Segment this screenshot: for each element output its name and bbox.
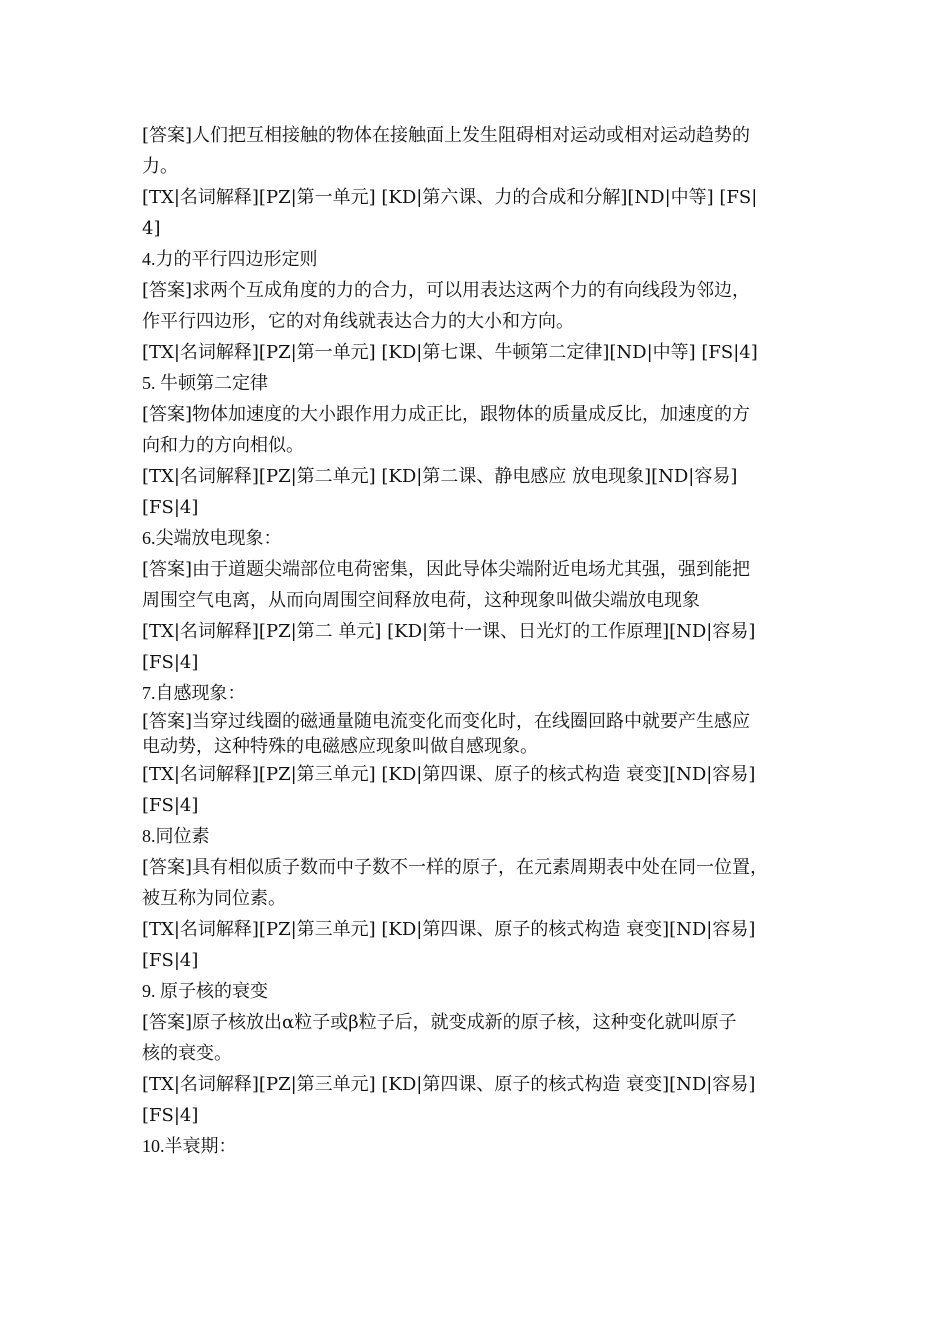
meta-line: [FS|4] <box>142 652 199 673</box>
term-heading: 9. 原子核的衰变 <box>142 981 268 1001</box>
meta-line: [FS|4] <box>142 795 199 816</box>
meta-line: [FS|4] <box>142 950 199 971</box>
meta-line: [TX|名词解释][PZ|第三单元] [KD|第四课、原子的核式构造 衰变][ND|容易] <box>142 1074 756 1095</box>
answer-line: 被互称为同位素。 <box>142 888 286 909</box>
answer-line: [答案]人们把互相接触的物体在接触面上发生阻碍相对运动或相对运动趋势的 <box>142 125 751 146</box>
answer-line: 电动势，这种特殊的电磁感应现象叫做自感现象。 <box>142 736 538 757</box>
answer-line: 核的衰变。 <box>142 1043 232 1064</box>
meta-line: [FS|4] <box>142 497 199 518</box>
answer-line: 作平行四边形，它的对角线就表达合力的大小和方向。 <box>142 311 574 332</box>
term-heading: 10.半衰期： <box>142 1136 237 1156</box>
answer-line: [答案]求两个互成角度的力的合力，可以用表达这两个力的有向线段为邻边， <box>142 280 751 301</box>
answer-line: [答案]由于道题尖端部位电荷密集，因此导体尖端附近电场尤其强，强到能把 <box>142 559 751 580</box>
meta-line: [TX|名词解释][PZ|第二 单元] [KD|第十一课、日光灯的工作原理][ND|容易] <box>142 621 756 642</box>
answer-line: 向和力的方向相似。 <box>142 435 304 456</box>
meta-line: [TX|名词解释][PZ|第一单元] [KD|第六课、力的合成和分解][ND|中等] [FS| <box>142 187 758 208</box>
term-heading: 4.力的平行四边形定则 <box>142 249 318 269</box>
answer-line: 力。 <box>142 156 178 177</box>
meta-line: [TX|名词解释][PZ|第一单元] [KD|第七课、牛顿第二定律][ND|中等] [FS|4] <box>142 342 758 363</box>
meta-line: [TX|名词解释][PZ|第二单元] [KD|第二课、静电感应 放电现象][ND|容易] <box>142 466 738 487</box>
answer-line: [答案]具有相似质子数而中子数不一样的原子，在元素周期表中处在同一位置， <box>142 857 769 878</box>
answer-line: [答案]原子核放出α粒子或β粒子后，就变成新的原子核，这种变化就叫原子 <box>142 1012 737 1033</box>
document-page <box>142 120 810 1162</box>
meta-line: [TX|名词解释][PZ|第三单元] [KD|第四课、原子的核式构造 衰变][ND|容易] <box>142 919 756 940</box>
term-heading: 7.自感现象： <box>142 683 246 703</box>
term-heading: 6.尖端放电现象： <box>142 528 282 548</box>
meta-line: 4] <box>142 218 161 239</box>
answer-line: [答案]物体加速度的大小跟作用力成正比，跟物体的质量成反比，加速度的方 <box>142 404 751 425</box>
term-heading: 8.同位素 <box>142 826 210 846</box>
meta-line: [TX|名词解释][PZ|第三单元] [KD|第四课、原子的核式构造 衰变][ND|容易] <box>142 764 756 785</box>
answer-line: [答案]当穿过线圈的磁通量随电流变化而变化时，在线圈回路中就要产生感应 <box>142 711 751 732</box>
term-heading: 5. 牛顿第二定律 <box>142 373 268 393</box>
meta-line: [FS|4] <box>142 1105 199 1126</box>
answer-line: 周围空气电离，从而向周围空间释放电荷，这种现象叫做尖端放电现象 <box>142 590 700 611</box>
